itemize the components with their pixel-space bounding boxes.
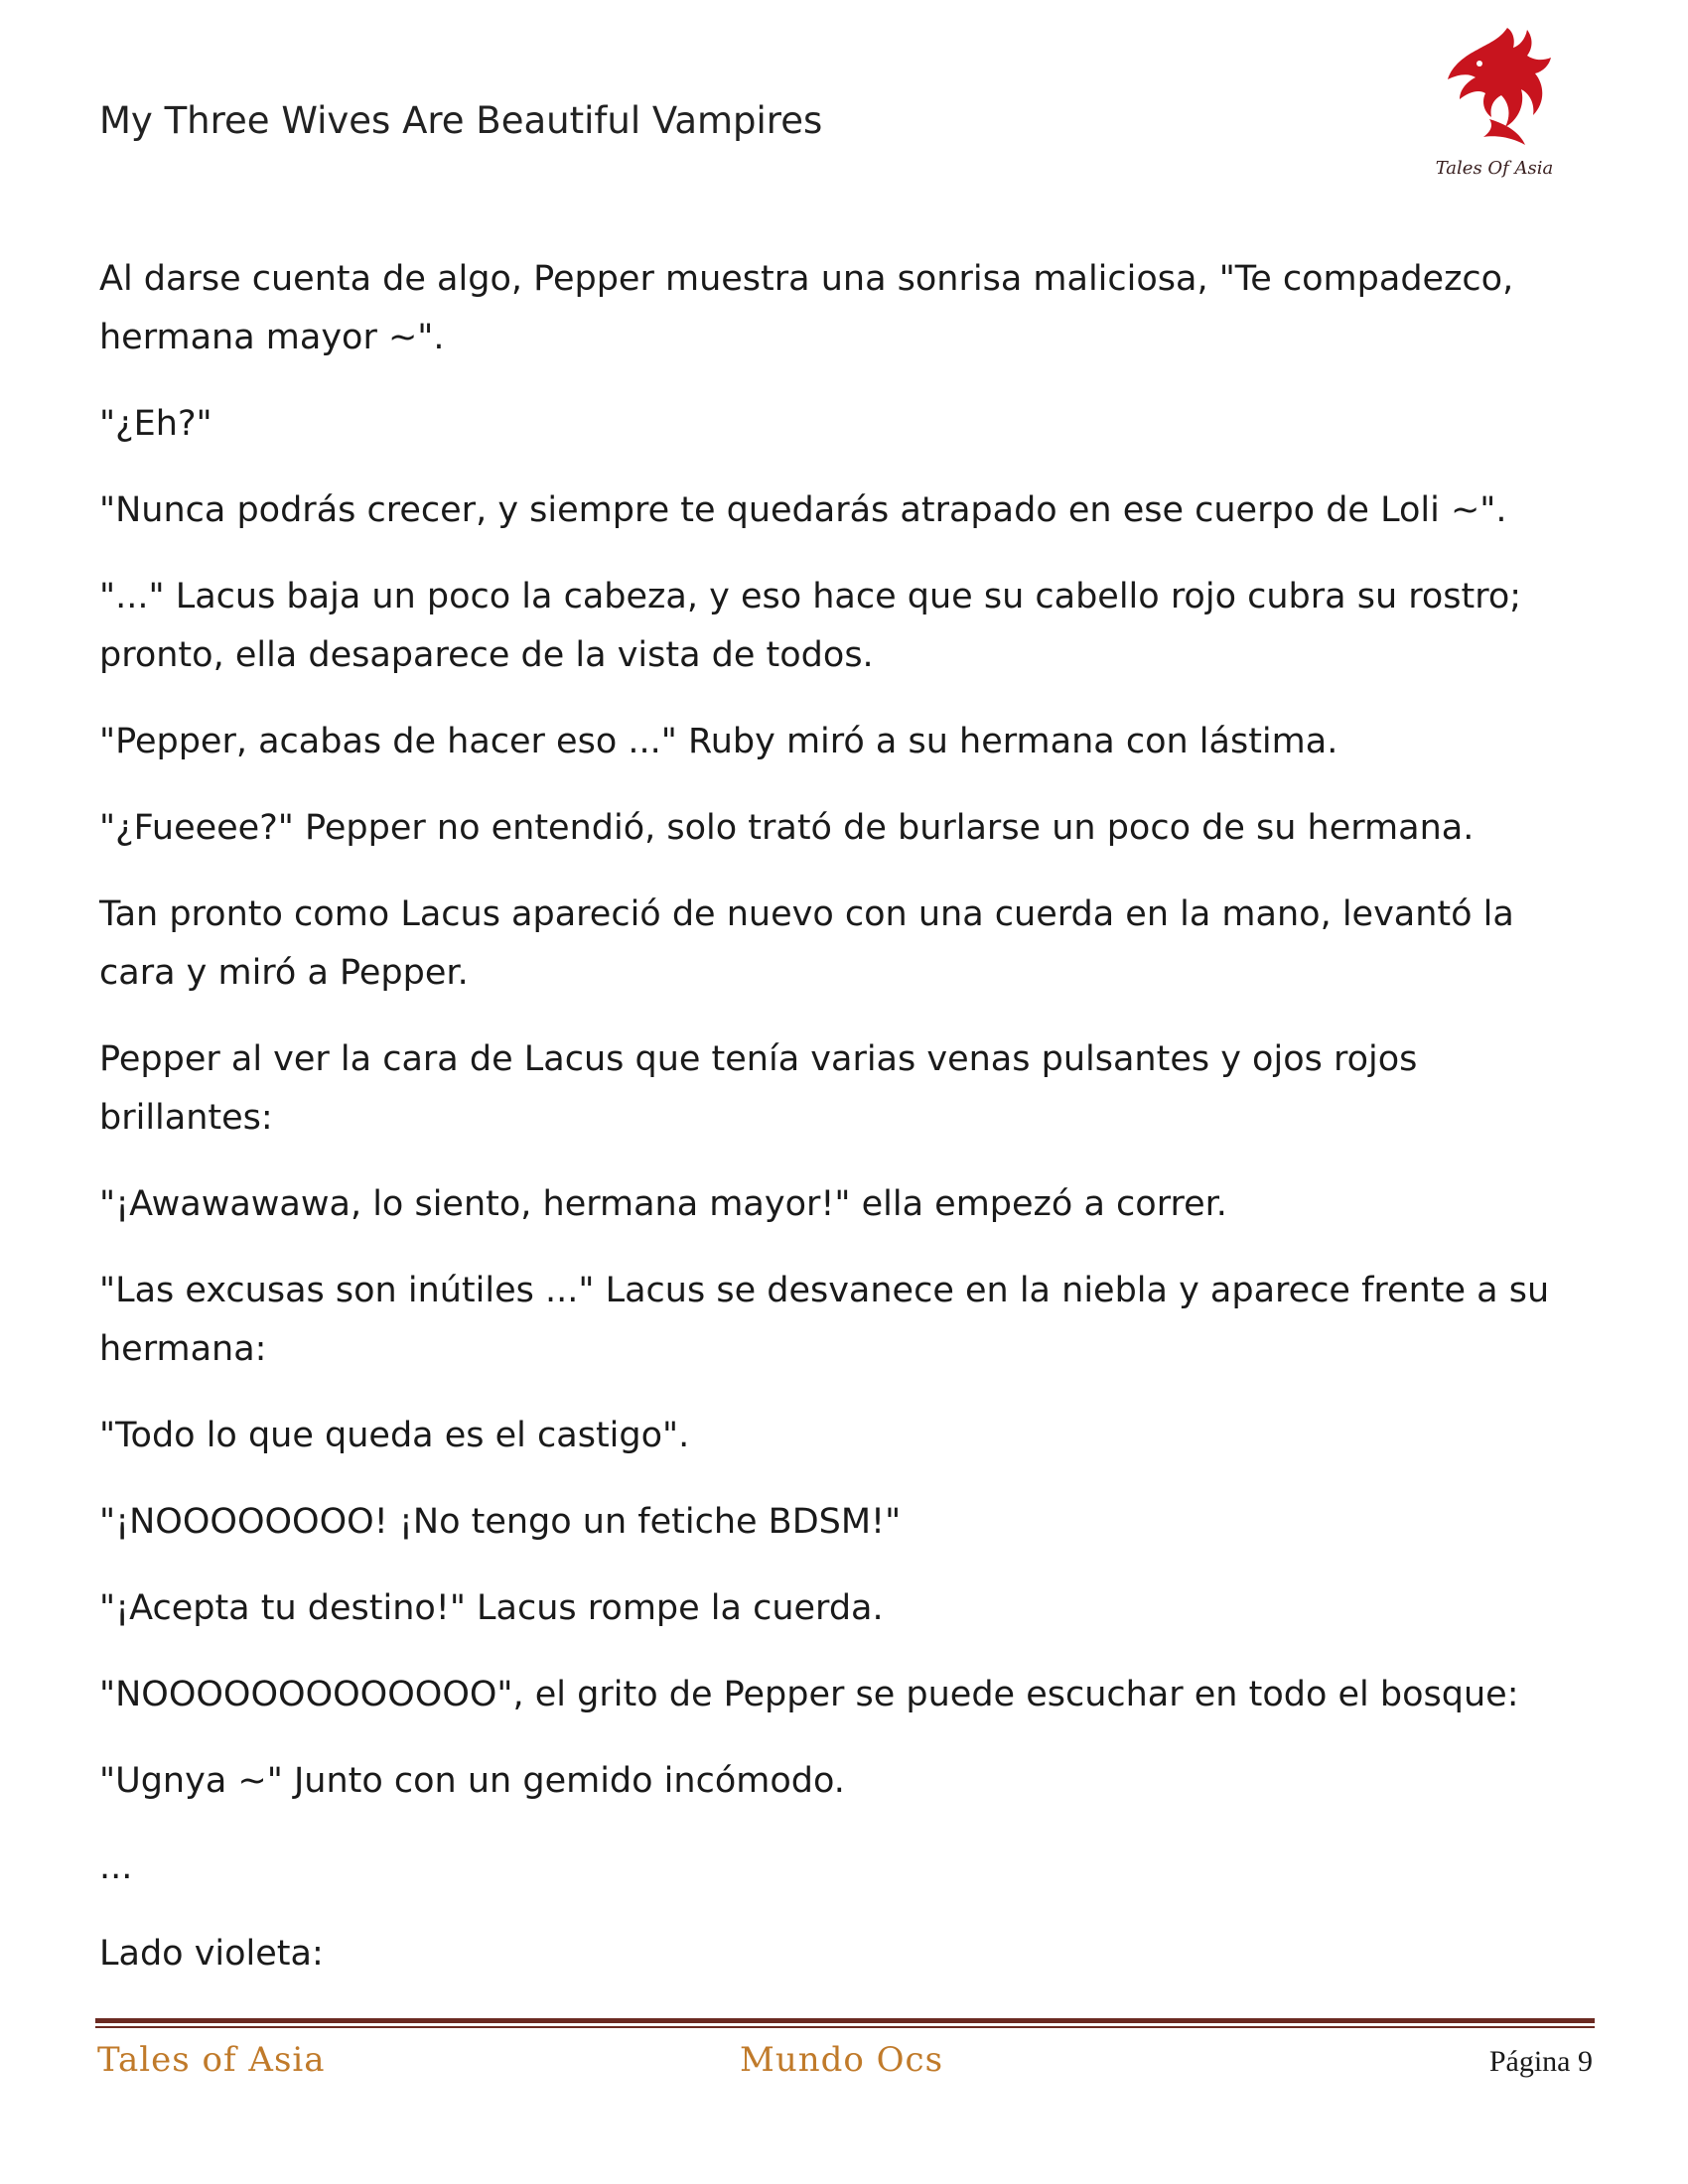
footer-divider-thin xyxy=(95,2026,1595,2028)
paragraph: "¿Fueeee?" Pepper no entendió, solo trató de burlarse un poco de su hermana. xyxy=(99,808,1475,848)
tales-of-asia-logo xyxy=(1430,20,1559,189)
paragraph: "Pepper, acabas de hacer eso ..." Ruby miró a su hermana con lástima. xyxy=(99,722,1338,761)
paragraph: ... xyxy=(99,1847,133,1887)
paragraph: "Ugnya ~" Junto con un gemido incómodo. xyxy=(99,1761,845,1801)
paragraph: Al darse cuenta de algo, Pepper muestra una sonrisa maliciosa, "Te compadezco, hermana mayor ~". xyxy=(99,259,1514,357)
footer-publisher: Tales of Asia xyxy=(97,2040,326,2080)
footer-divider xyxy=(95,2018,1595,2023)
paragraph: "Todo lo que queda es el castigo". xyxy=(99,1416,690,1455)
paragraph: "NOOOOOOOOOOOOO", el grito de Pepper se puede escuchar en todo el bosque: xyxy=(99,1675,1519,1714)
paragraph: "¿Eh?" xyxy=(99,404,212,444)
chapter-body xyxy=(99,250,1589,2011)
paragraph: "¡Acepta tu destino!" Lacus rompe la cuerda. xyxy=(99,1588,884,1628)
paragraph: "¡Awawawawa, lo siento, hermana mayor!" ella empezó a correr. xyxy=(99,1184,1227,1224)
page-number: Página 9 xyxy=(1488,2045,1593,2078)
paragraph: "Las excusas son inútiles ..." Lacus se desvanece en la niebla y aparece frente a su hermana: xyxy=(99,1271,1550,1369)
paragraph: "..." Lacus baja un poco la cabeza, y eso hace que su cabello rojo cubra su rostro; pronto, ella desaparece de la vista de todos. xyxy=(99,577,1522,675)
red-dragon-icon xyxy=(1430,20,1559,189)
paragraph: "Nunca podrás crecer, y siempre te quedarás atrapado en ese cuerpo de Loli ~". xyxy=(99,490,1507,530)
page-header-title: My Three Wives Are Beautiful Vampires xyxy=(99,99,823,142)
paragraph: "¡NOOOOOOOO! ¡No tengo un fetiche BDSM!" xyxy=(99,1502,902,1542)
logo-caption: Tales Of Asia xyxy=(1435,158,1554,179)
footer-site-name: Mundo Ocs xyxy=(740,2040,944,2080)
paragraph: Tan pronto como Lacus apareció de nuevo con una cuerda en la mano, levantó la cara y miró a Pepper. xyxy=(99,894,1514,993)
paragraph: Lado violeta: xyxy=(99,1934,324,1974)
paragraph: Pepper al ver la cara de Lacus que tenía varias venas pulsantes y ojos rojos brillantes: xyxy=(99,1039,1418,1138)
